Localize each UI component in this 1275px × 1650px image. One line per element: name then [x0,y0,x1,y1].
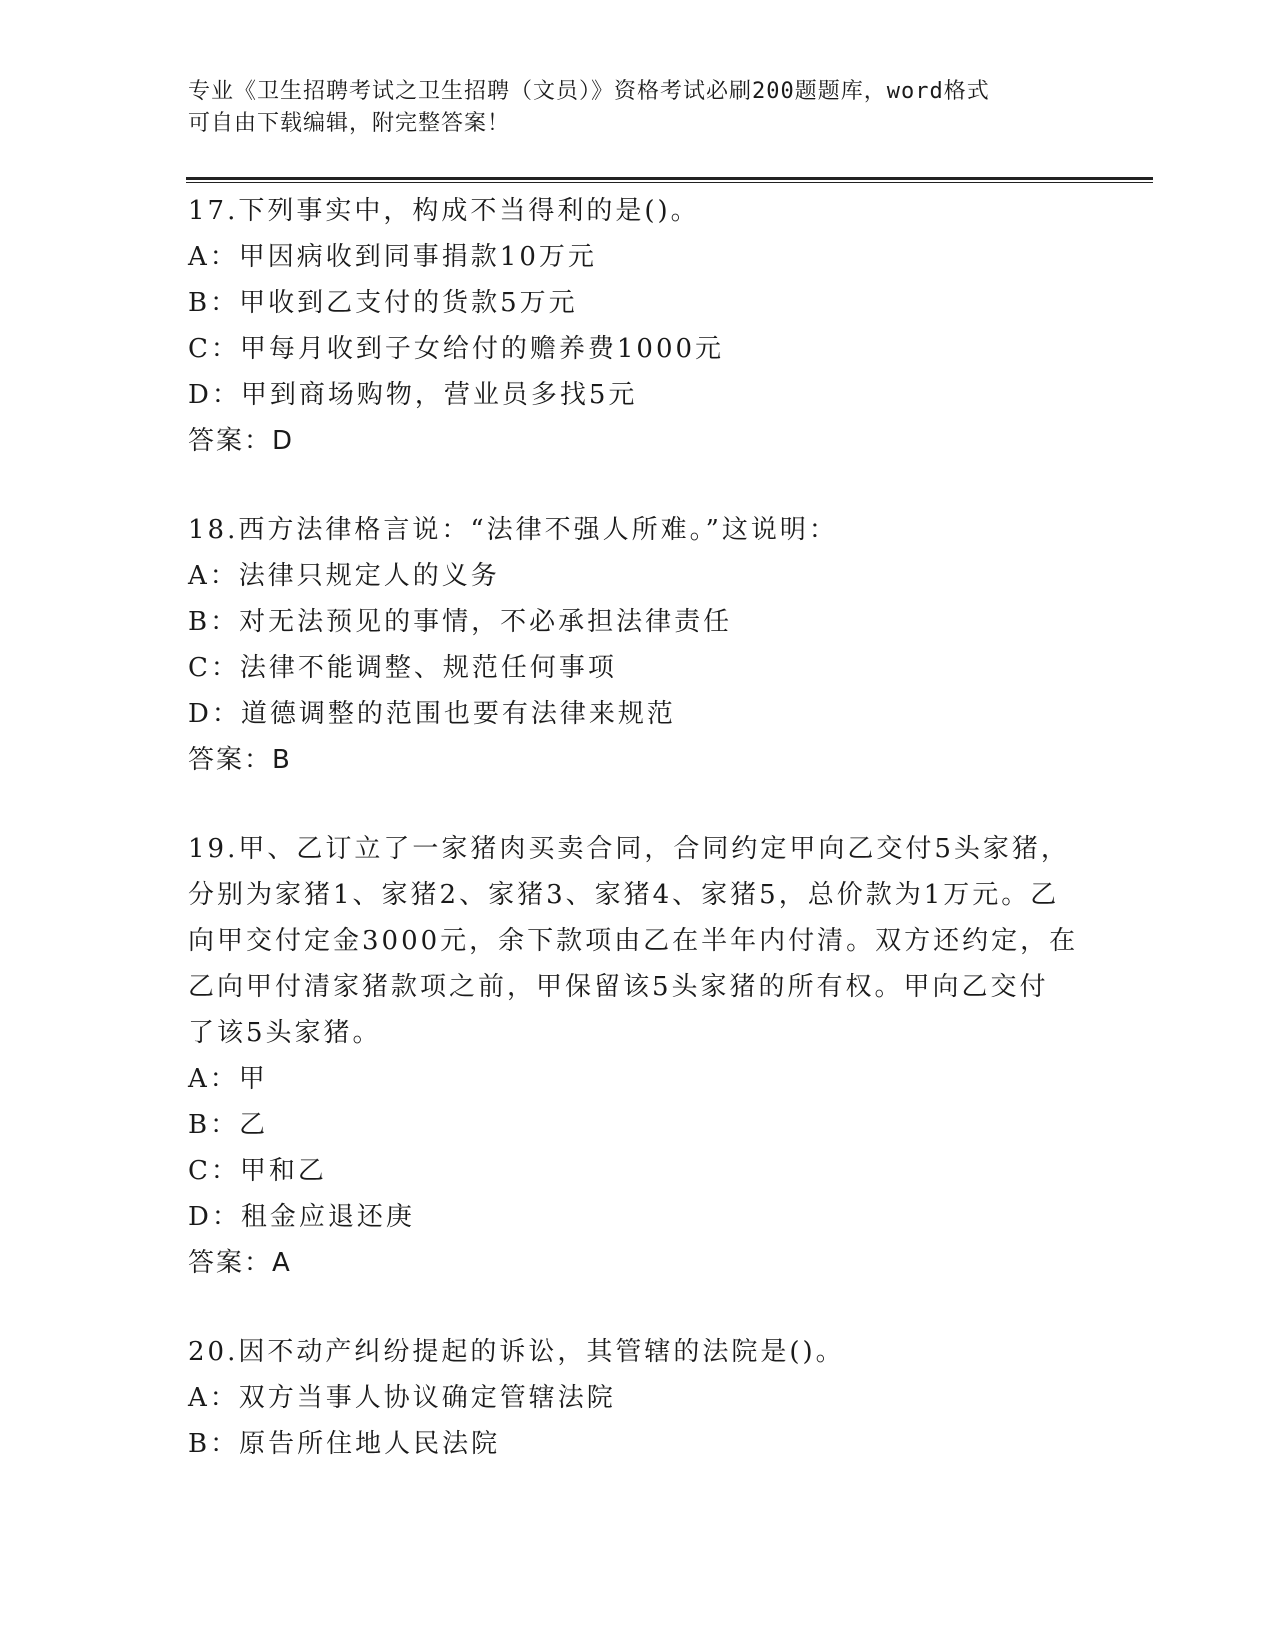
question-stem-line: 20.因不动产纠纷提起的诉讼，其管辖的法院是()。 [188,1337,845,1367]
option-d: D：租金应退还庚 [188,1202,415,1232]
question-stem-line: 乙向甲付清家猪款项之前，甲保留该5头家猪的所有权。甲向乙交付 [188,972,1049,1002]
answer-line: 答案：B [188,745,292,775]
option-c: C：法律不能调整、规范任何事项 [188,653,617,683]
option-c: C：甲每月收到子女给付的赡养费1000元 [188,334,725,364]
question-20 [188,1329,1088,1467]
option-b: B：乙 [188,1110,269,1140]
question-stem-line: 向甲交付定金3000元，余下款项由乙在半年内付清。双方还约定，在 [188,926,1079,956]
option-b: B：甲收到乙支付的货款5万元 [188,288,578,318]
question-stem [188,188,1088,234]
header-divider-thin [186,182,1153,183]
question-stem-line: 分别为家猪1、家猪2、家猪3、家猪4、家猪5，总价款为1万元。乙 [188,880,1060,910]
question-stem-line: 17.下列事实中，构成不当得利的是()。 [188,196,700,226]
option-b: B：原告所住地人民法院 [188,1429,501,1459]
question-stem-line: 19.甲、乙订立了一家猪肉买卖合同，合同约定甲向乙交付5头家猪， [188,834,1070,864]
option-c: C：甲和乙 [188,1156,327,1186]
header-title-line-1: 专业《卫生招聘考试之卫生招聘（文员）》资格考试必刷200题题库，word格式 [188,79,990,104]
option-a: A：法律只规定人的义务 [188,561,500,591]
question-stem [188,507,1088,553]
question-stem [188,826,1088,1056]
question-stem-line: 18.西方法律格言说：“法律不强人所难。”这说明： [188,515,838,545]
header-title-line-2: 可自由下载编辑，附完整答案！ [188,111,511,136]
question-19 [188,826,1088,1286]
question-stem-line: 了该5头家猪。 [188,1018,382,1048]
option-d: D：道德调整的范围也要有法律来规范 [188,699,676,729]
question-17 [188,188,1088,464]
option-a: A：双方当事人协议确定管辖法院 [188,1383,616,1413]
question-list [188,188,1088,1510]
option-d: D：甲到商场购物，营业员多找5元 [188,380,638,410]
answer-line: 答案：A [188,1248,292,1278]
question-stem [188,1329,1088,1375]
header-divider-thick [186,177,1153,180]
document-header [188,76,1088,140]
option-b: B：对无法预见的事情，不必承担法律责任 [188,607,733,637]
option-a: A：甲因病收到同事捐款10万元 [188,242,597,272]
answer-line: 答案：D [188,426,295,456]
question-18 [188,507,1088,783]
option-a: A：甲 [188,1064,268,1094]
